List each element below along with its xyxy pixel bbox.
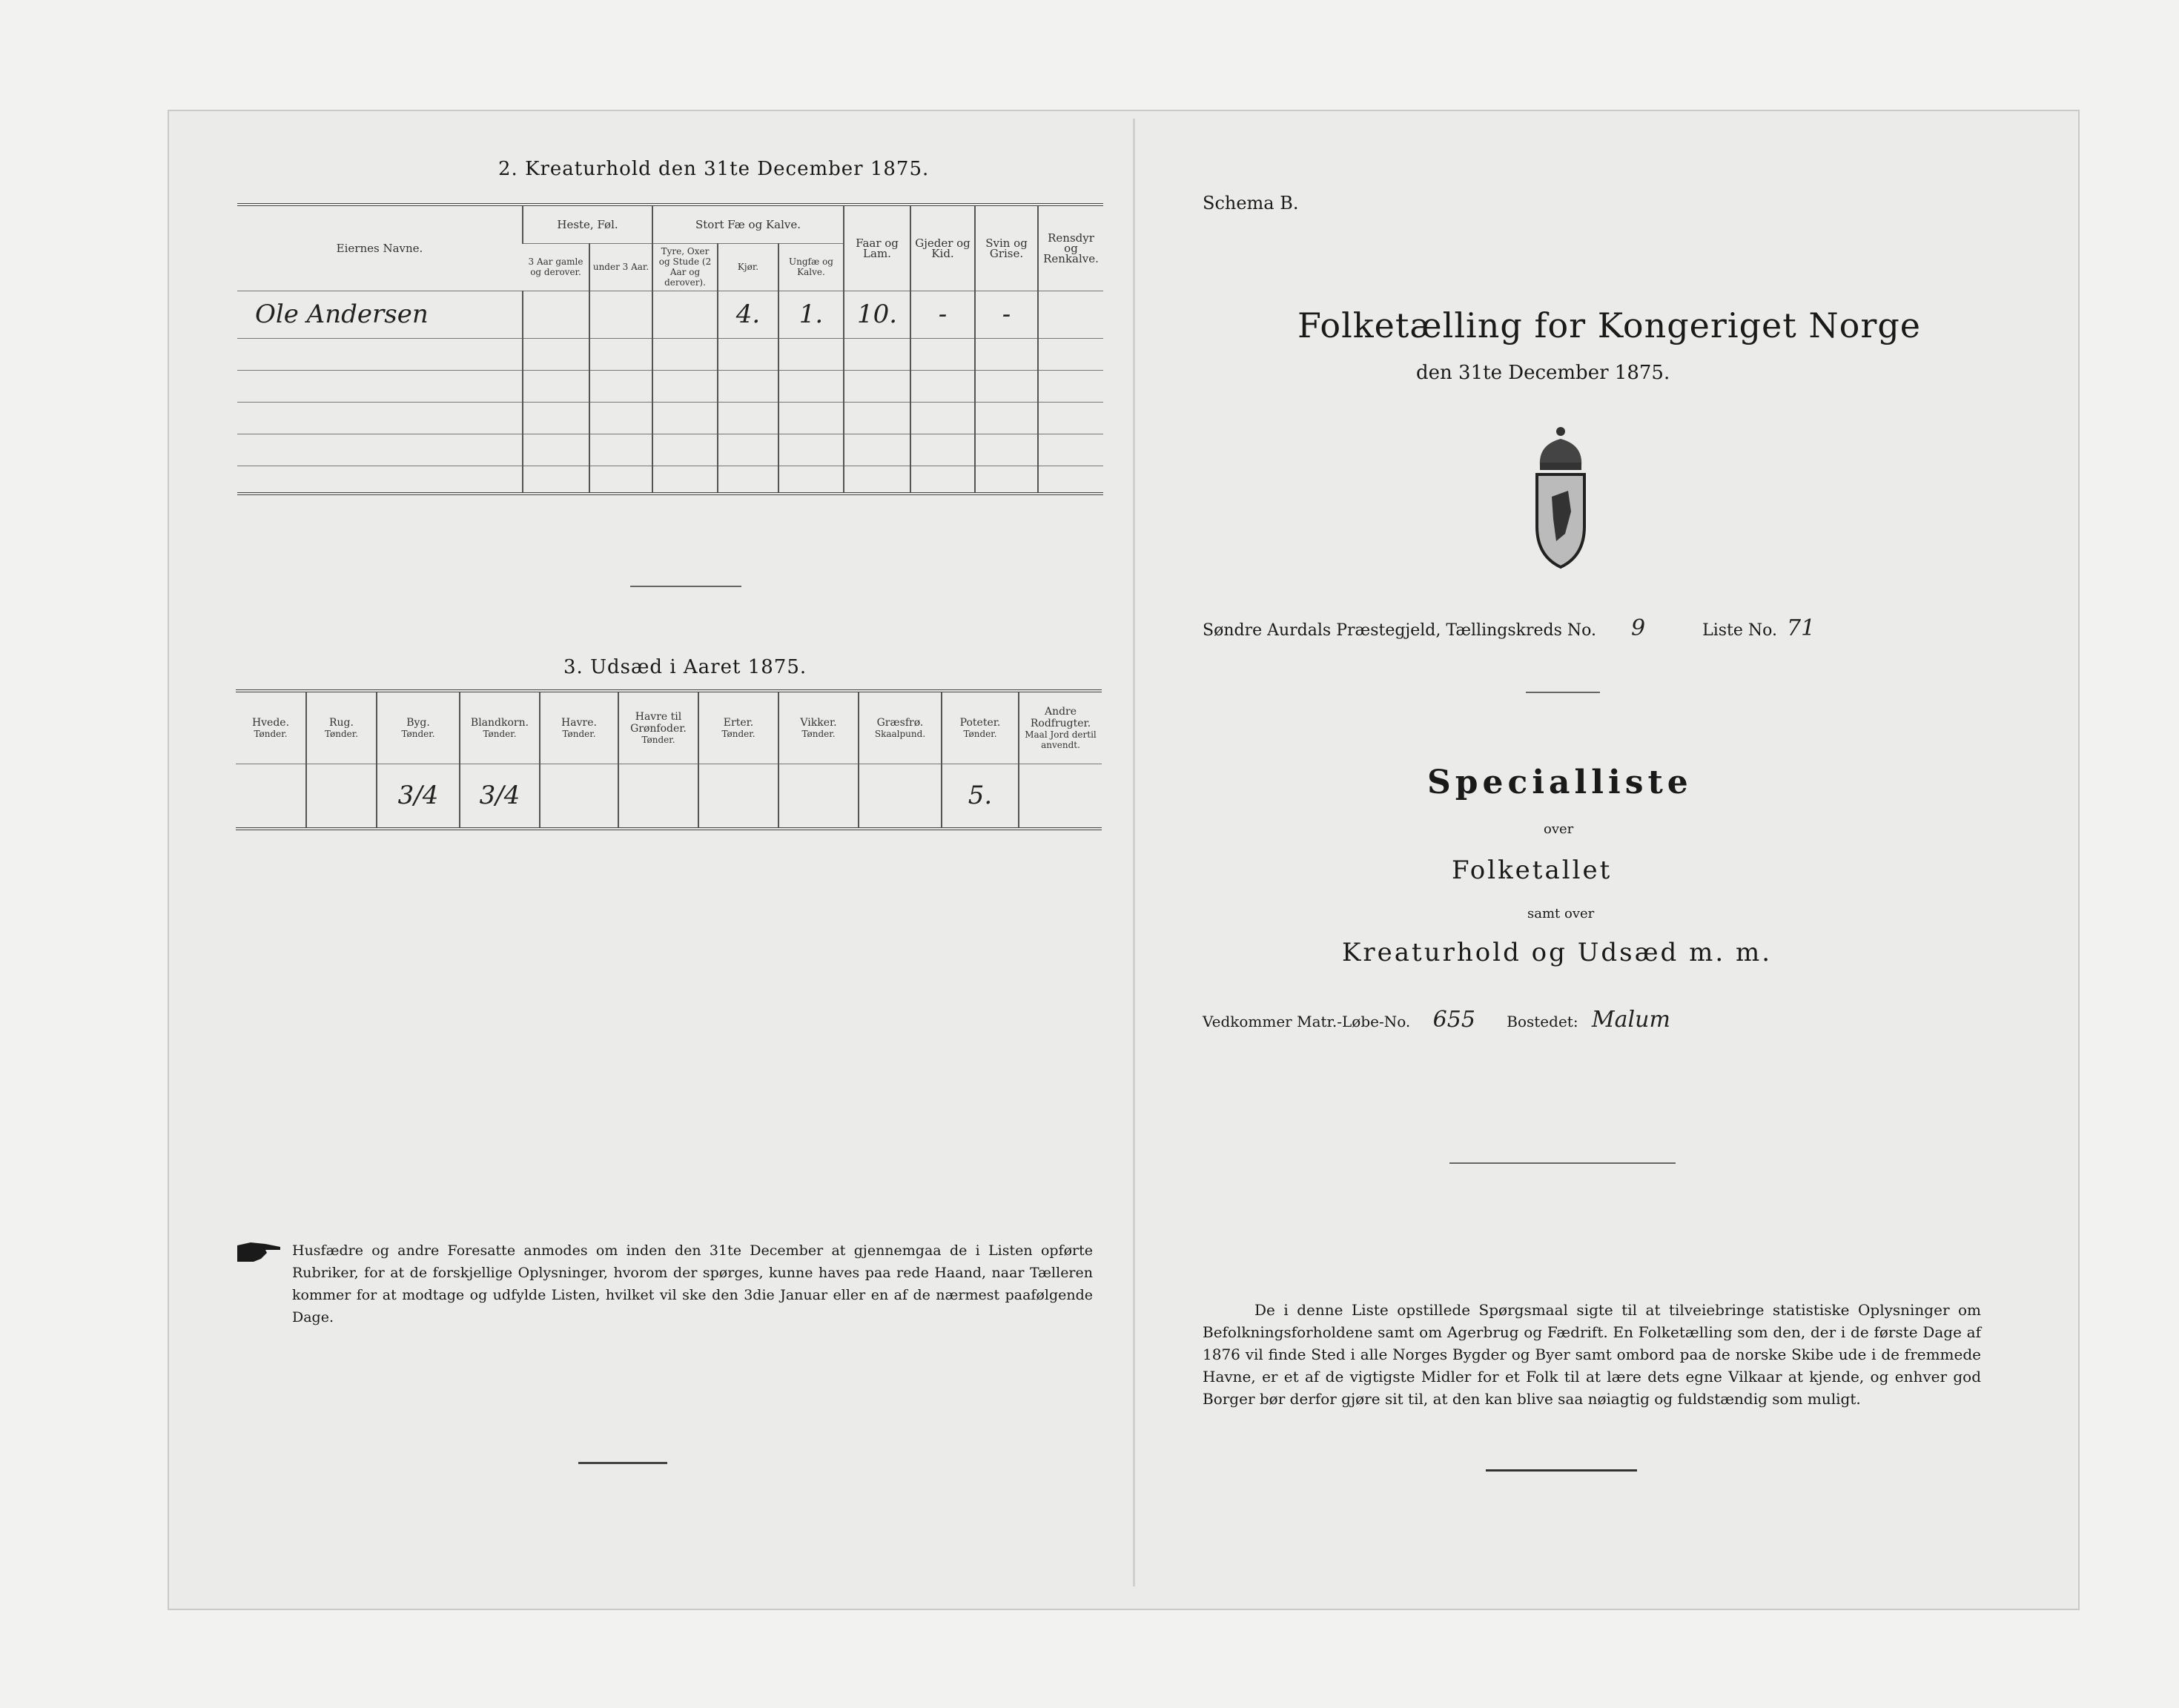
pointing-hand-icon xyxy=(236,1239,283,1265)
parish-line xyxy=(1203,615,1815,641)
table-row xyxy=(237,338,1103,370)
table-cell xyxy=(618,764,698,829)
header-vikker: Vikker. Tønder. xyxy=(778,691,859,764)
table-row xyxy=(237,434,1103,466)
notice-text: Husfædre og andre Foresatte anmodes om inden den 31te December at gjennemgaa de i Listen opførte Rubriker, for at de forskjellige Oplysninger, hvorom der spørges, kunne haves paa rede Haand, naar Tælleren kommer for at modtage og udfylde Listen, hvilket vil ske den 3die Januar eller en af de nærmest paafølgende Dage. xyxy=(292,1242,1093,1325)
header-havre-gronfoder: Havre til Grønfoder. Tønder. xyxy=(618,691,698,764)
table-cell: - xyxy=(910,291,975,338)
header-graesfro: Græsfrø. Skaalpund. xyxy=(859,691,942,764)
explanatory-paragraph: De i denne Liste opstillede Spørgsmaal sigte til at tilveiebringe statistiske Oplysninger om Befolkningsforholdene samt om Agerbrug og Fædrift. En Folketælling som den, der i de første Dage af 1876 vil finde Sted i alle Norges Bygder og Byer samt ombord paa de norske Skibe ude i de fremmede Havne, er et af de vigtigste Midler for et Folk til at lære dets egne Vilkaar at kjende, og enhver god Borger bør derfor gjøre sit til, at den kan blive saa nøiagtig og fuldstændig som muligt. xyxy=(1203,1301,1981,1408)
owner-name-cell: Ole Andersen xyxy=(237,291,523,338)
divider-rule xyxy=(630,586,741,587)
table-cell xyxy=(306,764,377,829)
table-cell: 1. xyxy=(778,291,844,338)
table-cell xyxy=(589,291,652,338)
header-heste: Heste, Føl. xyxy=(523,205,652,243)
divider-rule xyxy=(578,1462,667,1464)
table-row xyxy=(237,466,1103,494)
taellingskreds-number: 9 xyxy=(1631,615,1646,641)
table-cell xyxy=(652,291,718,338)
header-blandkorn: Blandkorn. Tønder. xyxy=(460,691,540,764)
matr-label: Vedkommer Matr.-Løbe-No. xyxy=(1203,1013,1411,1030)
table-cell xyxy=(698,764,778,829)
kreaturhold-table xyxy=(237,203,1103,495)
table-cell: - xyxy=(975,291,1038,338)
table-row xyxy=(236,764,1102,829)
table-row xyxy=(237,291,1103,338)
table-cell: 5. xyxy=(942,764,1019,829)
section2-title: 2. Kreaturhold den 31te December 1875. xyxy=(498,158,930,180)
divider-rule xyxy=(1526,692,1600,693)
date-line: den 31te December 1875. xyxy=(1416,362,1670,384)
header-rensdyr: Rensdyr og Renkalve. xyxy=(1038,205,1103,291)
over-label: over xyxy=(1544,821,1574,837)
header-hvede: Hvede. Tønder. xyxy=(236,691,306,764)
header-erter: Erter. Tønder. xyxy=(698,691,778,764)
header-faar: Faar og Lam. xyxy=(844,205,910,291)
table-cell: 3/4 xyxy=(377,764,460,829)
table-row xyxy=(237,402,1103,434)
liste-number: 71 xyxy=(1786,615,1816,641)
table-row xyxy=(237,370,1103,402)
udsaed-table xyxy=(236,689,1102,830)
header-stort-fae: Stort Fæ og Kalve. xyxy=(652,205,844,243)
header-andre-rodfrugter: Andre Rodfrugter. Maal Jord dertil anvendt. xyxy=(1019,691,1102,764)
table-cell: 4. xyxy=(718,291,778,338)
header-kjor: Kjør. xyxy=(718,243,778,291)
header-poteter: Poteter. Tønder. xyxy=(942,691,1019,764)
section3-title: 3. Udsæd i Aaret 1875. xyxy=(563,656,807,678)
table-cell: 10. xyxy=(844,291,910,338)
header-owner-name: Eiernes Navne. xyxy=(237,205,523,291)
header-tyre: Tyre, Oxer og Stude (2 Aar og derover). xyxy=(652,243,718,291)
liste-label: Liste No. xyxy=(1702,621,1777,640)
table-cell: 3/4 xyxy=(460,764,540,829)
schema-label: Schema B. xyxy=(1203,193,1299,214)
table-cell xyxy=(236,764,306,829)
divider-rule xyxy=(1486,1469,1637,1472)
page-fold xyxy=(1133,119,1135,1586)
header-heste-3aar: 3 Aar gamle og derover. xyxy=(523,243,589,291)
header-heste-under3: under 3 Aar. xyxy=(589,243,652,291)
bosted-label: Bostedet: xyxy=(1507,1013,1578,1030)
table-cell xyxy=(859,764,942,829)
folketallet-heading: Folketallet xyxy=(1452,855,1613,885)
header-svin: Svin og Grise. xyxy=(975,205,1038,291)
parish-label: Søndre Aurdals Præstegjeld, Tællingskreds No. xyxy=(1203,621,1596,640)
bosted-value: Malum xyxy=(1591,1007,1670,1033)
matrikkel-line xyxy=(1203,1007,1670,1033)
main-title: Folketælling for Kongeriget Norge xyxy=(1297,305,1921,345)
header-ungfae: Ungfæ og Kalve. xyxy=(778,243,844,291)
header-gjeder: Gjeder og Kid. xyxy=(910,205,975,291)
table-cell xyxy=(778,764,859,829)
header-byg: Byg. Tønder. xyxy=(377,691,460,764)
specialliste-heading: Specialliste xyxy=(1427,764,1693,801)
divider-rule xyxy=(1449,1162,1676,1164)
matr-number: 655 xyxy=(1432,1007,1475,1033)
table-cell xyxy=(1038,291,1103,338)
table-cell xyxy=(1019,764,1102,829)
header-rug: Rug. Tønder. xyxy=(306,691,377,764)
table-cell xyxy=(523,291,589,338)
norwegian-coat-of-arms-icon xyxy=(1524,423,1598,571)
kreaturhold-heading: Kreaturhold og Udsæd m. m. xyxy=(1342,938,1773,967)
samt-over-label: samt over xyxy=(1527,906,1595,921)
header-havre: Havre. Tønder. xyxy=(540,691,618,764)
table-cell xyxy=(540,764,618,829)
